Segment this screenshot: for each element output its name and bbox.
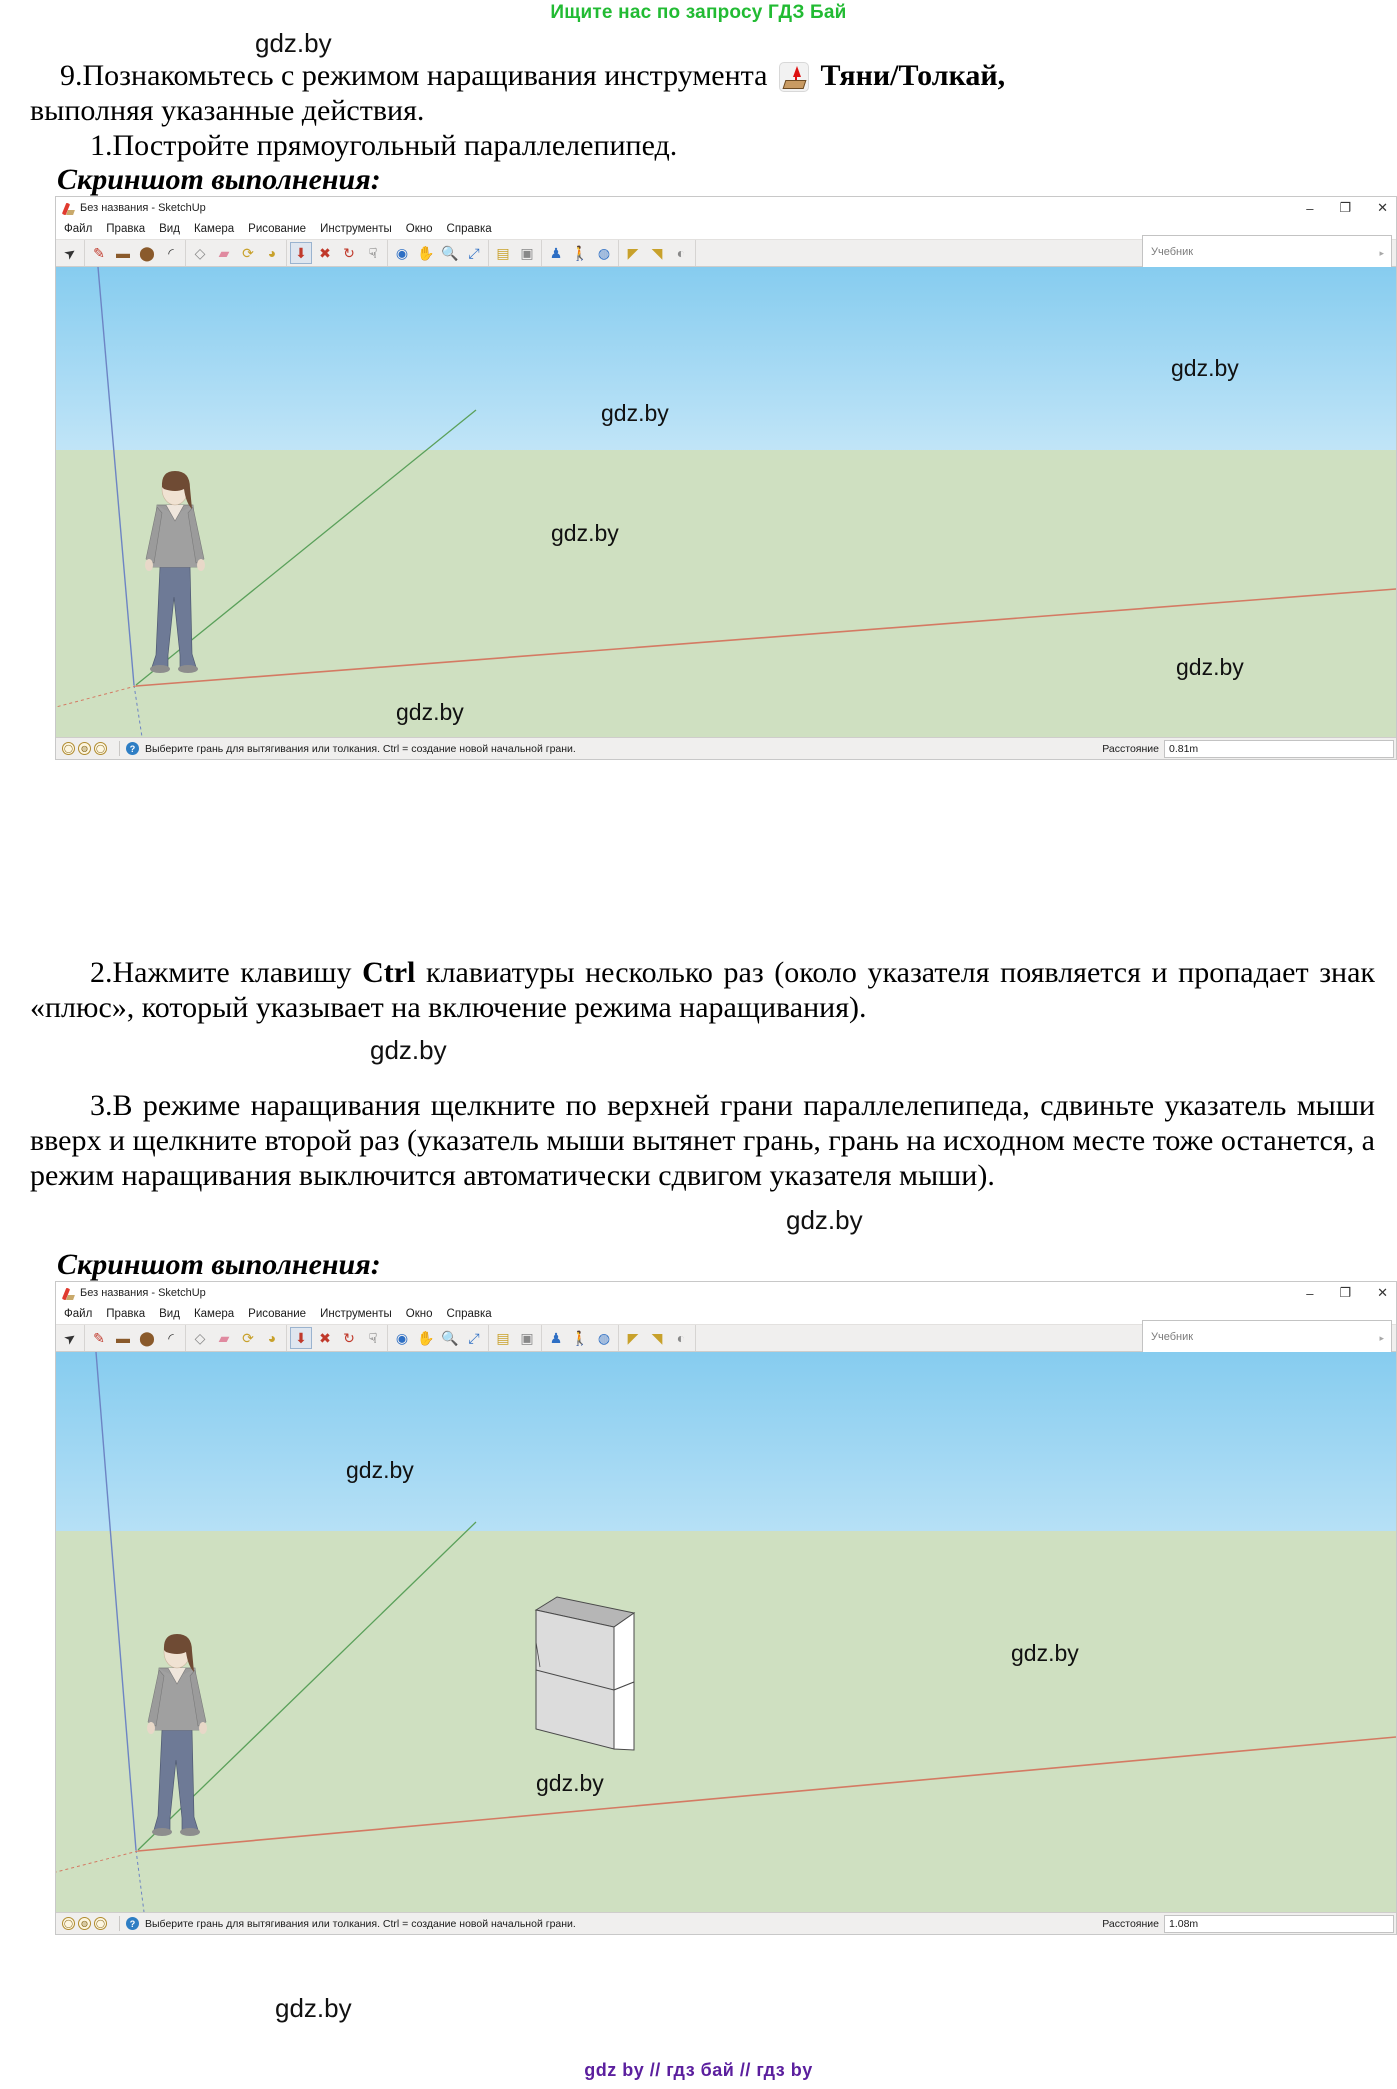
look-around-tool-icon[interactable]: ◍ (597, 245, 611, 261)
viewport-watermark: gdz.by (1011, 1640, 1079, 1666)
axis-blue (96, 1352, 136, 1850)
menu-help[interactable]: Справка (446, 1308, 492, 1320)
viewport-watermark: gdz.by (551, 520, 619, 546)
tb-group-draw[interactable] (85, 240, 186, 266)
close-icon[interactable]: ✕ (1377, 1285, 1388, 1300)
watermark-gdz: gdz.by (275, 1993, 352, 2023)
close-icon[interactable]: ✕ (1377, 200, 1388, 215)
zoom-extents-tool-icon[interactable]: ⤢ (468, 245, 480, 261)
position-camera-tool-icon[interactable]: ♟ (549, 1330, 563, 1346)
zoom-extents-tool-icon[interactable]: ⤢ (468, 1330, 480, 1346)
task-9-tool-name: Тяни/Толкай, (820, 59, 1006, 92)
viewport-2[interactable] (56, 1352, 1396, 1912)
task-9-number: 9. (60, 59, 83, 92)
scale-figure-1 (145, 471, 205, 673)
next-view-tool-icon[interactable]: ◥ (651, 1330, 663, 1346)
search-placeholder: Учебник (1151, 246, 1194, 258)
section-plane-tool-icon[interactable]: ▤ (496, 1330, 510, 1346)
tb-group-views[interactable] (619, 240, 696, 266)
move-tool-icon[interactable]: ✖ (319, 1330, 331, 1346)
menu-help[interactable]: Справка (446, 223, 492, 235)
help-icon-1[interactable]: ? (126, 742, 139, 755)
rotate-tool-icon[interactable]: ↻ (343, 245, 355, 261)
previous-view-tool-icon[interactable]: ◤ (627, 1330, 639, 1346)
tb-group-section[interactable] (489, 1325, 542, 1351)
chevron-right-icon[interactable]: ▸ (1379, 248, 1384, 258)
viewport-watermark: gdz.by (601, 400, 669, 426)
circle-tool-icon[interactable]: ⬤ (139, 1330, 155, 1346)
menu-view[interactable]: Вид (159, 223, 180, 235)
select-arrow-tool-icon[interactable]: ➤ (60, 243, 80, 263)
measurement-area-1[interactable] (1102, 738, 1394, 760)
select-arrow-tool-icon[interactable]: ➤ (60, 1328, 80, 1348)
rectangle-tool-icon[interactable]: ▬ (116, 245, 130, 261)
status-indicator-circles-2[interactable] (56, 1917, 113, 1930)
menu-edit[interactable]: Правка (106, 223, 146, 235)
sketchup-logo-icon (62, 202, 75, 215)
walk-tool-icon[interactable]: 🚶 (571, 1330, 589, 1346)
pan-tool-icon[interactable]: ✋ (417, 245, 435, 261)
scene-svg-2 (56, 1352, 1396, 1912)
menu-draw[interactable]: Рисование (248, 1308, 307, 1320)
watermark-gdz: gdz.by (370, 1035, 447, 1065)
shadow-tool-icon[interactable]: ◐ (676, 245, 686, 261)
menu-view[interactable]: Вид (159, 1308, 180, 1320)
paint-bucket-tool-icon[interactable]: ◕ (267, 1330, 277, 1346)
circle-tool-icon[interactable]: ⬤ (139, 245, 155, 261)
task-9-text: Познакомьтесь с режимом наращивания инструмента (82, 59, 768, 92)
menu-camera[interactable]: Камера (193, 1308, 235, 1320)
task-9-paragraph (30, 58, 1370, 128)
distance-label-1: Расстояние (1102, 743, 1159, 755)
section-display-tool-icon[interactable]: ▣ (520, 1330, 534, 1346)
circle-indicator-3[interactable]: ◯ (94, 742, 107, 755)
circle-indicator-3[interactable]: ◯ (94, 1917, 107, 1930)
eraser-tool-icon[interactable]: ▰ (218, 1330, 230, 1346)
tb-group-draw[interactable] (85, 1325, 186, 1351)
walk-tool-icon[interactable]: 🚶 (571, 245, 589, 261)
promo-banner: Ищите нас по запросу ГДЗ Бай (550, 2, 847, 23)
follow-me-tool-icon[interactable]: ☟ (368, 245, 378, 261)
step-2-paragraph (30, 955, 1375, 1025)
titlebar-1 (56, 197, 1396, 219)
statusbar-1 (56, 737, 1396, 759)
move-tool-icon[interactable]: ✖ (319, 245, 331, 261)
tb-group-section[interactable] (489, 240, 542, 266)
axis-blue (98, 267, 134, 685)
screenshot-label-1: Скриншот выполнения: (57, 163, 381, 196)
axis-red (138, 1737, 1396, 1851)
maximize-icon[interactable]: ❐ (1339, 1285, 1352, 1300)
search-input-1[interactable] (1142, 235, 1392, 269)
paint-face-tool-icon[interactable]: ◇ (194, 1330, 206, 1346)
step-2-text-a: 2.Нажмите клавишу (90, 956, 363, 989)
viewport-watermark: gdz.by (1171, 355, 1239, 381)
window-controls-1[interactable] (1306, 197, 1388, 219)
page-footer: gdz by // гдз бай // гдз by (584, 2060, 813, 2080)
push-pull-tool-icon (779, 62, 809, 92)
rotate-tool-icon[interactable]: ↻ (343, 1330, 355, 1346)
chevron-right-icon[interactable]: ▸ (1379, 1333, 1384, 1343)
push-pull-tool-icon-toolbar[interactable]: ⬇ (290, 242, 312, 264)
line-tool-icon[interactable]: ✎ (93, 1330, 105, 1346)
toolbar-1[interactable] (56, 239, 1396, 267)
viewport-watermark: gdz.by (346, 1457, 414, 1483)
titlebar-2 (56, 1282, 1396, 1304)
menu-edit[interactable]: Правка (106, 1308, 146, 1320)
tape-measure-tool-icon[interactable]: ⟳ (242, 245, 254, 261)
orbit-tool-icon[interactable]: ◉ (395, 245, 409, 261)
tb-group-views[interactable] (619, 1325, 696, 1351)
tape-measure-tool-icon[interactable]: ⟳ (242, 1330, 254, 1346)
paint-bucket-tool-icon[interactable]: ◕ (267, 245, 277, 261)
step-3-text: 3.В режиме наращивания щелкните по верхней грани параллелепипеда, сдвиньте указатель мыши вверх и щелкните второй раз (указатель мыши вытянет грань, грань на исходном месте тоже останется, а режим наращивания выключится автоматически сдвигом указателя мыши). (30, 1089, 1375, 1192)
minimize-icon[interactable]: – (1306, 1285, 1314, 1301)
tb-group-transform[interactable] (287, 240, 388, 266)
axis-red-dashed (56, 686, 136, 707)
status-hint-1: Выберите грань для вытягивания или толкания. Ctrl = создание новой начальной грани. (145, 742, 576, 755)
step-2-key-ctrl: Ctrl (362, 956, 416, 989)
zoom-tool-icon[interactable]: 🔍 (441, 1330, 459, 1346)
toolbar-2[interactable] (56, 1324, 1396, 1352)
axis-red-dashed (56, 1851, 138, 1872)
look-around-tool-icon[interactable]: ◍ (597, 1330, 611, 1346)
arc-tool-icon[interactable]: ◜ (168, 1330, 174, 1346)
eraser-tool-icon[interactable]: ▰ (218, 245, 230, 261)
measurement-area-2[interactable] (1102, 1913, 1394, 1935)
next-view-tool-icon[interactable]: ◥ (651, 245, 663, 261)
minimize-icon[interactable]: – (1306, 200, 1314, 216)
follow-me-tool-icon[interactable]: ☟ (368, 1330, 378, 1346)
line-tool-icon[interactable]: ✎ (93, 245, 105, 261)
sketchup-logo-icon (62, 1287, 75, 1300)
distance-label-2: Расстояние (1102, 1918, 1159, 1930)
window-title: Без названия - SketchUp (80, 202, 206, 214)
distance-value-1[interactable]: 0.81m (1164, 740, 1394, 758)
tb-group-modify[interactable] (186, 1325, 287, 1351)
rectangle-tool-icon[interactable]: ▬ (116, 1330, 130, 1346)
pan-tool-icon[interactable]: ✋ (417, 1330, 435, 1346)
menu-window[interactable]: Окно (405, 223, 433, 235)
menu-window[interactable]: Окно (405, 1308, 433, 1320)
menu-tools[interactable]: Инструменты (320, 1308, 392, 1320)
orbit-tool-icon[interactable]: ◉ (395, 1330, 409, 1346)
zoom-tool-icon[interactable]: 🔍 (441, 245, 459, 261)
maximize-icon[interactable]: ❐ (1339, 200, 1352, 215)
section-plane-tool-icon[interactable]: ▤ (496, 245, 510, 261)
viewport-1[interactable] (56, 267, 1396, 737)
watermark-gdz: gdz.by (786, 1205, 863, 1235)
circle-indicator-2[interactable]: ◍ (78, 742, 91, 755)
status-indicator-circles-1[interactable] (56, 742, 113, 755)
viewport-watermark: gdz.by (396, 699, 464, 725)
tb-group-camera[interactable] (388, 240, 489, 266)
menu-tools[interactable]: Инструменты (320, 223, 392, 235)
statusbar-2 (56, 1912, 1396, 1934)
watermark-gdz: gdz.by (255, 28, 332, 58)
step-2-text-b: клавиатуры несколько раз (около указателя появляется и пропадает знак «плюс», который указывает на включение режима наращивания). (30, 956, 1375, 1024)
paint-face-tool-icon[interactable]: ◇ (194, 245, 206, 261)
search-placeholder: Учебник (1151, 1331, 1194, 1343)
sketchup-window-1[interactable] (55, 196, 1397, 760)
position-camera-tool-icon[interactable]: ♟ (549, 245, 563, 261)
circle-indicator-2[interactable]: ◍ (78, 1917, 91, 1930)
tb-group-walkthrough[interactable] (542, 240, 619, 266)
tb-group-walkthrough[interactable] (542, 1325, 619, 1351)
circle-indicator-1[interactable]: ◯ (62, 742, 75, 755)
step-1-paragraph (30, 128, 1370, 163)
window-controls-2[interactable] (1306, 1282, 1388, 1304)
menu-file[interactable]: Файл (64, 223, 93, 235)
status-hint-2: Выберите грань для вытягивания или толкания. Ctrl = создание новой начальной грани. (145, 1917, 576, 1930)
tb-group-modify[interactable] (186, 240, 287, 266)
tb-group-select[interactable] (56, 1325, 85, 1351)
distance-value-2[interactable]: 1.08m (1164, 1915, 1394, 1933)
axis-blue-dashed (134, 685, 142, 737)
section-display-tool-icon[interactable]: ▣ (520, 245, 534, 261)
scale-figure-2 (147, 1634, 207, 1836)
window-title: Без названия - SketchUp (80, 1287, 206, 1299)
sketchup-window-2[interactable] (55, 1281, 1397, 1935)
tb-group-select[interactable] (56, 240, 85, 266)
viewport-watermark: gdz.by (1176, 654, 1244, 680)
task-9-line2: выполняя указанные действия. (30, 94, 425, 127)
shadow-tool-icon[interactable]: ◐ (676, 1330, 686, 1346)
help-icon-2[interactable]: ? (126, 1917, 139, 1930)
tb-group-camera[interactable] (388, 1325, 489, 1351)
tb-group-transform[interactable] (287, 1325, 388, 1351)
axis-blue-dashed (136, 1850, 144, 1912)
menu-draw[interactable]: Рисование (248, 223, 307, 235)
screenshot-label-2: Скриншот выполнения: (57, 1248, 381, 1281)
previous-view-tool-icon[interactable]: ◤ (627, 245, 639, 261)
menu-camera[interactable]: Камера (193, 223, 235, 235)
viewport-watermark: gdz.by (536, 1770, 604, 1796)
box-cuboid-extruded-2 (536, 1597, 634, 1750)
push-pull-tool-icon-toolbar[interactable]: ⬇ (290, 1327, 312, 1349)
search-input-2[interactable] (1142, 1320, 1392, 1354)
circle-indicator-1[interactable]: ◯ (62, 1917, 75, 1930)
step-1-text: 1.Постройте прямоугольный параллелепипед. (90, 129, 678, 162)
arc-tool-icon[interactable]: ◜ (168, 245, 174, 261)
step-3-paragraph (30, 1088, 1375, 1193)
menu-file[interactable]: Файл (64, 1308, 93, 1320)
